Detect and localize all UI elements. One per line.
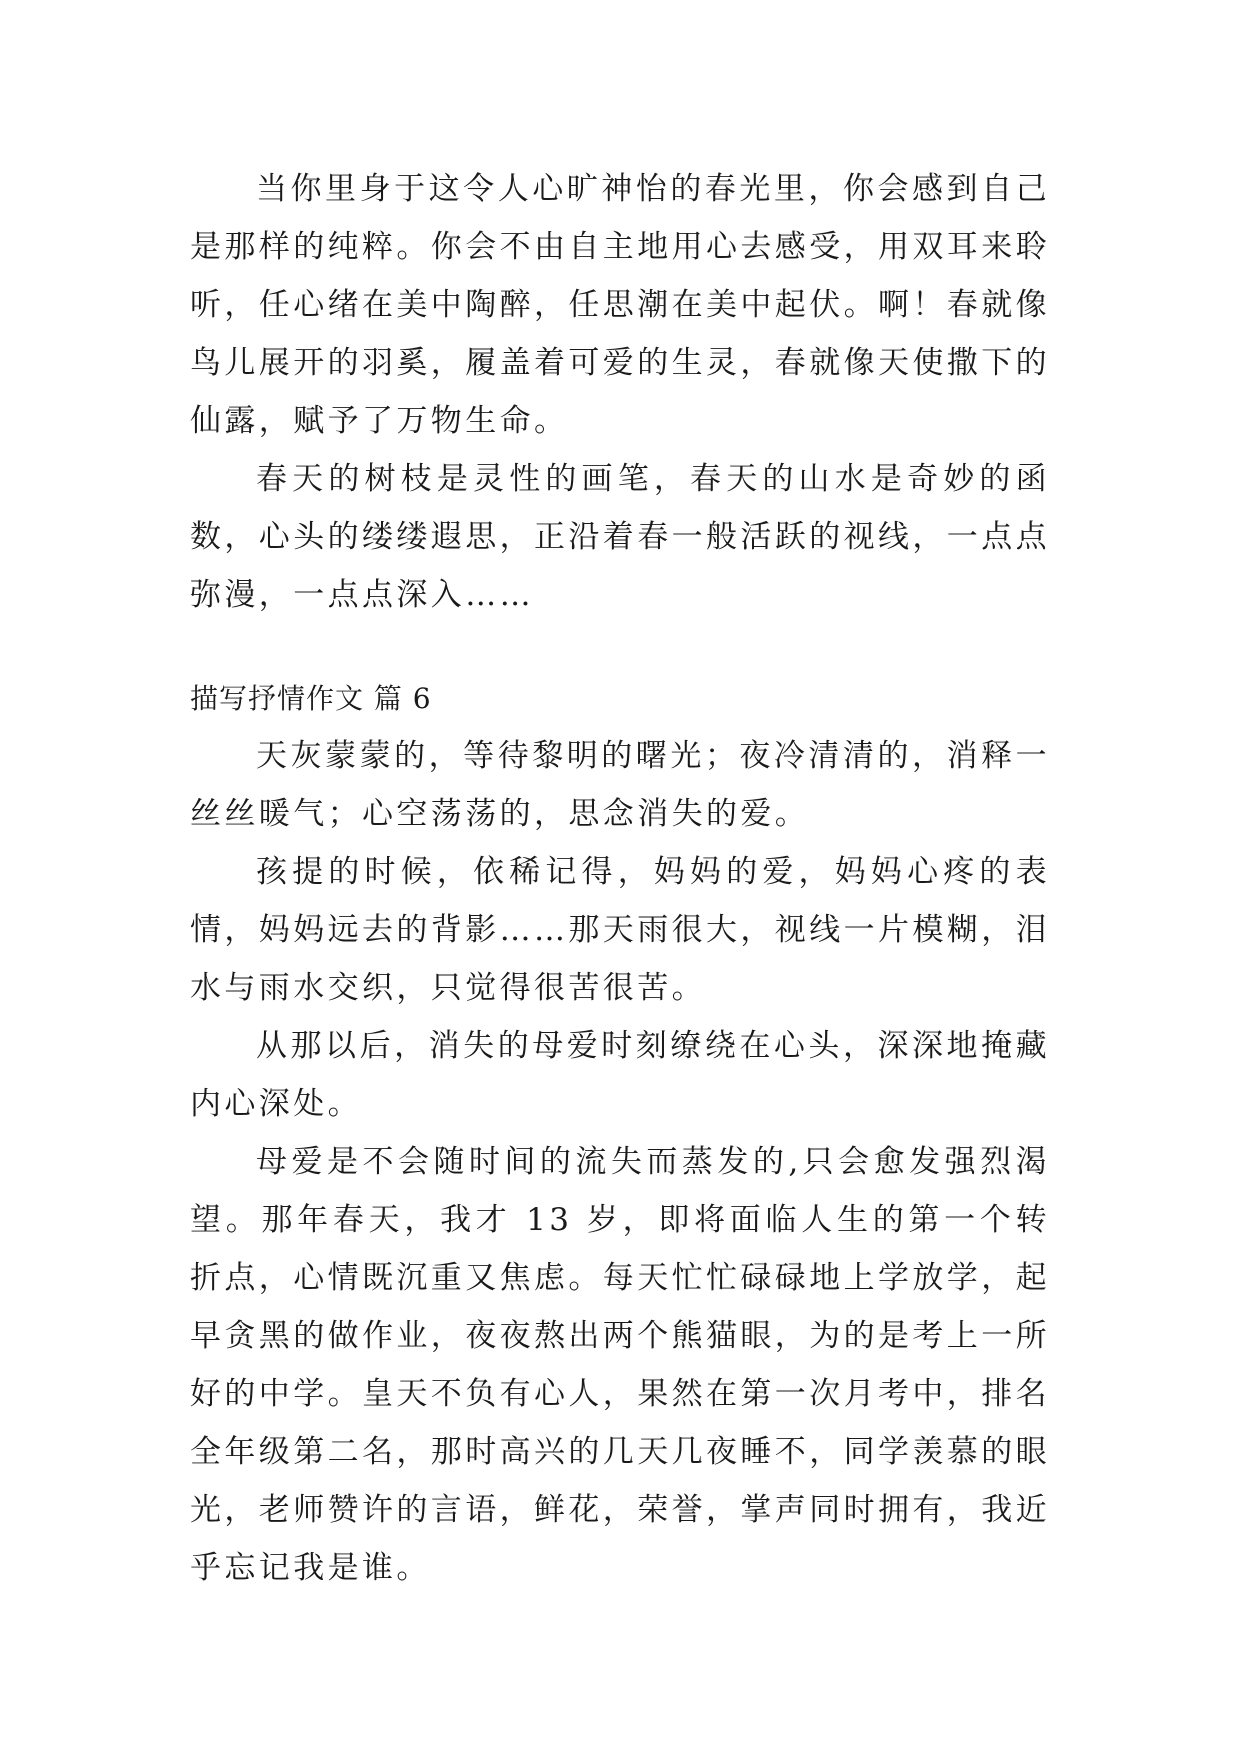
paragraph: 当你里身于这令人心旷神怡的春光里，你会感到自己是那样的纯粹。你会不由自主地用心去感受，用双耳来聆听，任心绪在美中陶醉，任思潮在美中起伏。啊！春就像鸟儿展开的羽奚，履盖着可爱的生灵，春就像天使撒下的仙露，赋予了万物生命。: [190, 171, 1050, 439]
section-title: 描写抒情作文 篇 6: [190, 682, 432, 715]
paragraph: 春天的树枝是灵性的画笔，春天的山水是奇妙的函数，心头的缕缕遐思，正沿着春一般活跃的视线，一点点弥漫，一点点深入……: [190, 461, 1050, 613]
paragraph: 天灰蒙蒙的，等待黎明的曙光；夜冷清清的，消释一丝丝暖气；心空荡荡的，思念消失的爱。: [190, 738, 1050, 832]
paragraph: 孩提的时候，依稀记得，妈妈的爱，妈妈心疼的表情，妈妈远去的背影……那天雨很大，视线一片模糊，泪水与雨水交织，只觉得很苦很苦。: [190, 854, 1050, 1006]
paragraph: 从那以后，消失的母爱时刻缭绕在心头，深深地掩藏内心深处。: [190, 1028, 1050, 1122]
document-page: [190, 160, 1050, 1597]
paragraph: 母爱是不会随时间的流失而蒸发的,只会愈发强烈渴望。那年春天，我才 13 岁，即将面临人生的第一个转折点，心情既沉重又焦虑。每天忙忙碌碌地上学放学，起早贪黑的做作业，夜夜熬出两个熊猫眼，为的是考上一所好的中学。皇天不负有心人，果然在第一次月考中，排名全年级第二名，那时高兴的几天几夜睡不，同学羡慕的眼光，老师赞许的言语，鲜花，荣誉，掌声同时拥有，我近乎忘记我是谁。: [190, 1144, 1050, 1586]
